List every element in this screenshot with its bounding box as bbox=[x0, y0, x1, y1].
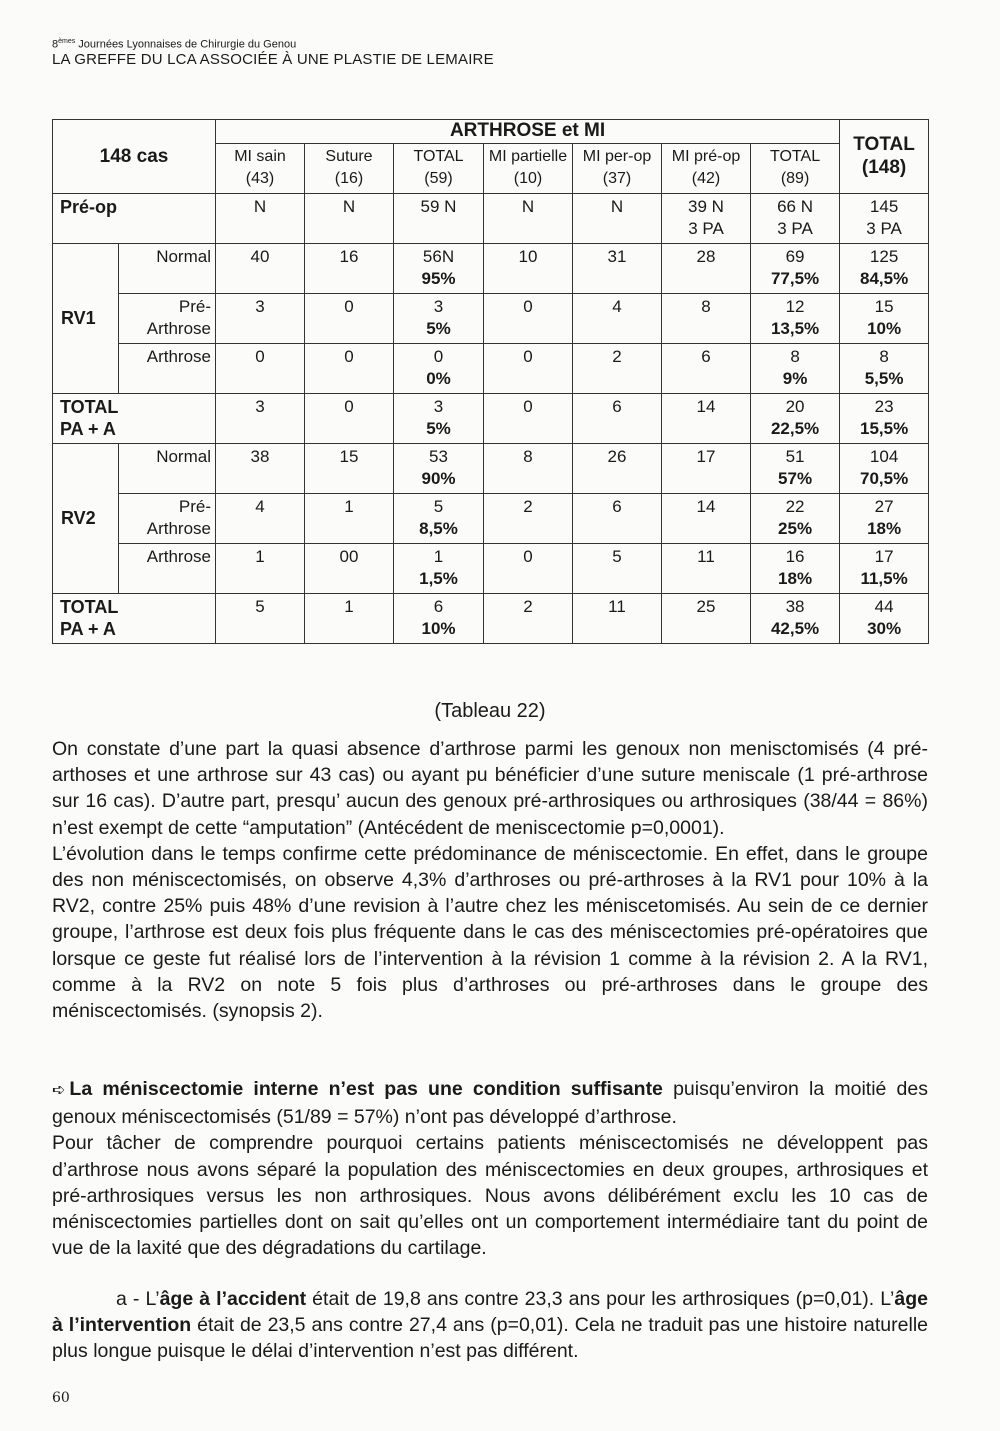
table-cell: 15 bbox=[305, 444, 394, 494]
row-header-preop: Pré-op bbox=[53, 194, 216, 244]
row-subheader: Arthrose bbox=[119, 544, 216, 594]
row-group-rv1: RV1 bbox=[53, 244, 119, 394]
body-text-3 bbox=[52, 1286, 928, 1365]
table-cell: 51 57% bbox=[751, 444, 840, 494]
column-header: MI partielle (10) bbox=[484, 144, 573, 194]
table-cell: N bbox=[216, 194, 305, 244]
body-text-1 bbox=[52, 736, 928, 1024]
table-cell: 31 bbox=[573, 244, 662, 294]
table-cell: 0 bbox=[216, 344, 305, 394]
table-cell: 1 bbox=[216, 544, 305, 594]
total-header: TOTAL (148) bbox=[840, 120, 929, 194]
table-cell: 00 bbox=[305, 544, 394, 594]
table-cell: 145 3 PA bbox=[840, 194, 929, 244]
column-header: Suture (16) bbox=[305, 144, 394, 194]
item-a: a - L’âge à l’accident était de 19,8 ans contre 23,3 ans pour les arthrosiques (p=0,01). L’âge à l’intervention était de 23,5 ans contre 27,4 ans (p=0,01). Cela ne traduit pas une histoire naturelle plus longue puisque le délai d’intervention n’est pas différent. bbox=[52, 1288, 928, 1363]
table-cell: 0 bbox=[484, 344, 573, 394]
table-caption: (Tableau 22) bbox=[434, 700, 546, 722]
table-cell: 6 10% bbox=[394, 594, 484, 644]
table-cell: 0 bbox=[484, 544, 573, 594]
table-cell: 0 bbox=[305, 294, 394, 344]
table-cell: 3 5% bbox=[394, 294, 484, 344]
row-subheader: Normal bbox=[119, 244, 216, 294]
table-cell: 44 30% bbox=[840, 594, 929, 644]
table-cell: 56N 95% bbox=[394, 244, 484, 294]
table-cell: 5 8,5% bbox=[394, 494, 484, 544]
table-cell: 20 22,5% bbox=[751, 394, 840, 444]
table-row bbox=[53, 244, 929, 294]
table-cell: 3 bbox=[216, 294, 305, 344]
table-cell: 16 bbox=[305, 244, 394, 294]
table-cell: 15 10% bbox=[840, 294, 929, 344]
table-cell: 0 bbox=[484, 294, 573, 344]
paragraph-1: On constate d’une part la quasi absence d’arthrose parmi les genoux non menisctomisés (4 pré-arthoses et une arthrose sur 43 cas) ou ayant pu bénéficier d’une suture meniscale (1 pré-arthrose sur 16 cas). D’autre part, presqu’ aucun des genoux pré-arthrosiques ou arthrosiques (38/44 = 86%) n’est exempt de cette “amputation” (Antécédent de meniscectomie p=0,0001). bbox=[52, 738, 928, 839]
table-cell: 17 bbox=[662, 444, 751, 494]
row-subheader: Normal bbox=[119, 444, 216, 494]
column-header: TOTAL (89) bbox=[751, 144, 840, 194]
table-cell: 8 bbox=[662, 294, 751, 344]
column-header: MI sain (43) bbox=[216, 144, 305, 194]
table-cell: 23 15,5% bbox=[840, 394, 929, 444]
table-cell: 2 bbox=[573, 344, 662, 394]
table-cell: 2 bbox=[484, 494, 573, 544]
table-cell: 1 bbox=[305, 494, 394, 544]
table-cell: 66 N 3 PA bbox=[751, 194, 840, 244]
table-cell: 38 42,5% bbox=[751, 594, 840, 644]
table-cell: 40 bbox=[216, 244, 305, 294]
section-heading: La méniscectomie interne n’est pas une condition suffisante bbox=[69, 1078, 663, 1100]
body-text-2 bbox=[52, 1076, 928, 1261]
table-cell: 2 bbox=[484, 594, 573, 644]
table-cell: 104 70,5% bbox=[840, 444, 929, 494]
page-number: 60 bbox=[52, 1390, 70, 1406]
table-cell: 59 N bbox=[394, 194, 484, 244]
table-cell: 0 bbox=[305, 344, 394, 394]
table-row bbox=[53, 544, 929, 594]
row-subheader: Pré- Arthrose bbox=[119, 294, 216, 344]
table-row bbox=[53, 344, 929, 394]
conference-title: 8èmes Journées Lyonnaises de Chirurgie du Genou bbox=[52, 38, 297, 51]
table-cell: 8 9% bbox=[751, 344, 840, 394]
table-cell: N bbox=[484, 194, 573, 244]
table-cell: 8 bbox=[484, 444, 573, 494]
table-row bbox=[53, 494, 929, 544]
table-cell: 5 bbox=[216, 594, 305, 644]
results-table bbox=[52, 119, 929, 644]
table-cell: N bbox=[305, 194, 394, 244]
table-cell: 27 18% bbox=[840, 494, 929, 544]
table-cell: 8 5,5% bbox=[840, 344, 929, 394]
table-row bbox=[53, 444, 929, 494]
table-cell: 12 13,5% bbox=[751, 294, 840, 344]
row-subheader: Arthrose bbox=[119, 344, 216, 394]
table-cell: 6 bbox=[662, 344, 751, 394]
table-cell: 6 bbox=[573, 494, 662, 544]
table-cell: 38 bbox=[216, 444, 305, 494]
table-cell: 4 bbox=[573, 294, 662, 344]
running-header bbox=[52, 38, 494, 69]
table-cell: 1 1,5% bbox=[394, 544, 484, 594]
table-cell: 22 25% bbox=[751, 494, 840, 544]
chapter-title: LA GREFFE DU LCA ASSOCIÉE À UNE PLASTIE DE LEMAIRE bbox=[52, 51, 494, 69]
arrow-icon: ➪ bbox=[52, 1082, 66, 1099]
table-cell: 16 18% bbox=[751, 544, 840, 594]
paragraph-2: L’évolution dans le temps confirme cette prédominance de méniscectomie. En effet, dans le groupe des non méniscectomisés, on observe 4,3% d’arthroses ou pré-arthroses à la RV1 pour 10% à la RV2, contre 25% puis 48% d’une revision à l’autre chez les méniscetomisés. Au sein de ce dernier groupe, l’arthrose est deux fois plus fréquente dans le cas des méniscectomies pré-opératoires que lorsque ce geste fut réalisé lors de l’intervention à la révision 1 comme à la révision 2. A la RV1, comme à la RV2 on note 5 fois plus d’arthroses ou pré-arthroses dans le groupe des méniscectomisés. (synopsis 2). bbox=[52, 842, 928, 1023]
table-row bbox=[53, 294, 929, 344]
table-cell: 6 bbox=[573, 394, 662, 444]
table-cell: 53 90% bbox=[394, 444, 484, 494]
row-header-total: TOTAL PA + A bbox=[53, 594, 216, 644]
table-cell: 17 11,5% bbox=[840, 544, 929, 594]
column-header: TOTAL (59) bbox=[394, 144, 484, 194]
table-cell: 26 bbox=[573, 444, 662, 494]
column-header: MI pré-op (42) bbox=[662, 144, 751, 194]
group-header: ARTHROSE et MI bbox=[216, 120, 840, 144]
table-cell: 14 bbox=[662, 394, 751, 444]
section-lead: ➪ La méniscectomie interne n’est pas une condition suffisante puisqu’environ la moitié des genoux méniscectomisés (51/89 = 57%) n’ont pas développé d’arthrose. bbox=[52, 1078, 928, 1129]
table-cell: 125 84,5% bbox=[840, 244, 929, 294]
table-cell: N bbox=[573, 194, 662, 244]
table-row-total bbox=[53, 594, 929, 644]
table-cell: 25 bbox=[662, 594, 751, 644]
table-cell: 11 bbox=[662, 544, 751, 594]
table-caption-cell: 148 cas bbox=[53, 120, 216, 194]
column-header: MI per-op (37) bbox=[573, 144, 662, 194]
table-cell: 14 bbox=[662, 494, 751, 544]
table-row-total bbox=[53, 394, 929, 444]
table-cell: 3 bbox=[216, 394, 305, 444]
paragraph-3: Pour tâcher de comprendre pourquoi certains patients méniscectomisés ne développent pas d’arthrose nous avons séparé la population des méniscectomies en deux groupes, arthrosiques et pré-arthrosiques versus les non arthrosiques. Nous avons délibérément exclu les 10 cas de méniscectomies partielles dont on sait qu’elles ont un comportement intermédiaire tant du point de vue de la laxité que des dégradations du cartilage. bbox=[52, 1132, 928, 1260]
table-cell: 0 bbox=[305, 394, 394, 444]
table-cell: 10 bbox=[484, 244, 573, 294]
table-cell: 11 bbox=[573, 594, 662, 644]
table-cell: 4 bbox=[216, 494, 305, 544]
row-subheader: Pré- Arthrose bbox=[119, 494, 216, 544]
table-cell: 3 5% bbox=[394, 394, 484, 444]
table-cell: 0 bbox=[484, 394, 573, 444]
table-cell: 1 bbox=[305, 594, 394, 644]
table-cell: 39 N 3 PA bbox=[662, 194, 751, 244]
table-cell: 0 0% bbox=[394, 344, 484, 394]
table-cell: 28 bbox=[662, 244, 751, 294]
table-cell: 69 77,5% bbox=[751, 244, 840, 294]
row-header-total: TOTAL PA + A bbox=[53, 394, 216, 444]
table-cell: 5 bbox=[573, 544, 662, 594]
row-group-rv2: RV2 bbox=[53, 444, 119, 594]
